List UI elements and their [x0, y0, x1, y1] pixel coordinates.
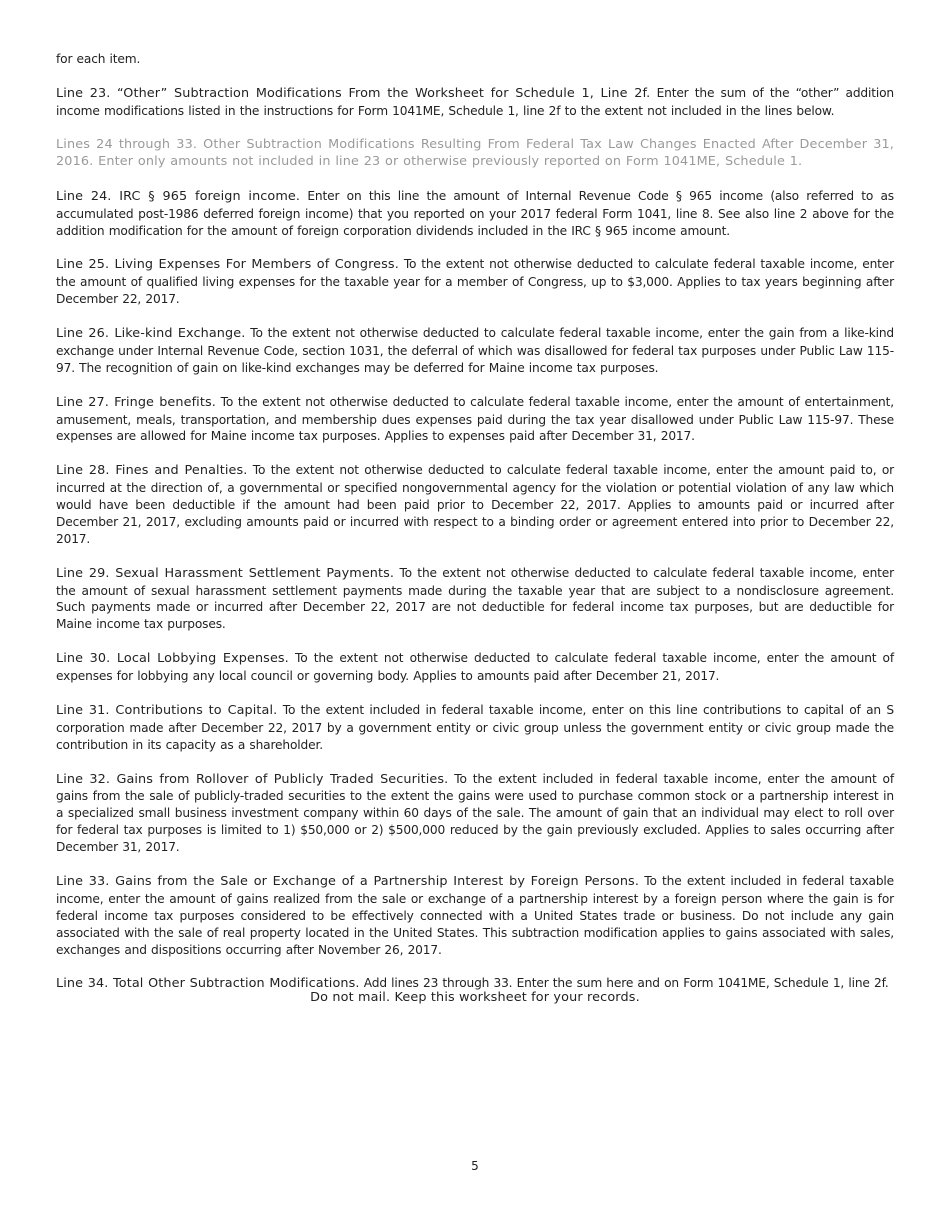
lines-24-33-intro [56, 137, 894, 171]
line-27-entry [56, 394, 894, 446]
line-28-entry [56, 462, 894, 548]
line-33-body: To the extent included in federal taxable income, enter the amount of gains realized from the sale or exchange of a partnership interest by a foreign person where the gain is for federal income tax purposes considered to be effectively connected with a United States trade or business. Do not include any gain associated with the sale of real property located in the United States. This subtraction modification applies to gains associated with sales, exchanges and dispositions occurring after November 26, 2017. [56, 873, 895, 957]
lines-24-33-body: Enter only amounts not included in line 23 or otherwise previously reported on Form 1041ME, Schedule 1. [98, 154, 803, 170]
line-34-heading: Line 34. Total Other Subtraction Modifications. [56, 976, 360, 992]
continuation-text: for each item. [56, 52, 141, 66]
line-26-body: To the extent not otherwise deducted to calculate federal taxable income, enter the gain from a like-kind exchange under Internal Revenue Code, section 1031, the deferral of which was disallowed for federal tax purposes under Public Law 115-97. The recognition of gain on like-kind exchanges may be deferred for Maine income tax purposes. [56, 326, 895, 375]
line-32-entry [56, 771, 894, 857]
line-32-body: To the extent included in federal taxable income, enter the amount of gains from the sale of publicly-traded securities to the extent the gains were used to purchase common stock or a partnership interest in a specialized small business investment company within 60 days of the sale. The amount of gain that an individual may elect to roll over for federal tax purposes is limited to 1) $50,000 or 2) $500,000 reduced by the gain previously excluded. Applies to sales occurring after December 31, 2017. [56, 771, 894, 855]
line-27-heading: Line 27. Fringe benefits. [56, 394, 216, 410]
line-26-heading: Line 26. Like-kind Exchange. [56, 326, 246, 342]
line-30-heading: Line 30. Local Lobbying Expenses. [56, 651, 289, 667]
line-30-body: To the extent not otherwise deducted to calculate federal taxable income, enter the amount of expenses for lobbying any local council or governing body. Applies to amounts paid after December 21, 2017. [56, 651, 894, 684]
lines-24-33-heading: Lines 24 through 33. Other Subtraction Modifications Resulting From Federal Tax Law Changes Enacted After December 31, 2016. [56, 137, 894, 170]
line-31-heading: Line 31. Contributions to Capital. [56, 702, 278, 718]
line-24-heading: Line 24. IRC § 965 foreign income. [56, 188, 301, 204]
line-31-entry [56, 702, 894, 754]
line-28-body: To the extent not otherwise deducted to calculate federal taxable income, enter the amount paid to, or incurred at the direction of, a governmental or specified nongovernmental agency for the violation or potential violation of any law which would have been deductible if the amount had been paid prior to December 22, 2017. Applies to amounts paid or incurred after December 21, 2017, excluding amounts paid or incurred with respect to a binding order or agreement entered into prior to December 22, 2017. [56, 463, 894, 546]
document-body [56, 51, 894, 1010]
line-27-body: To the extent not otherwise deducted to calculate federal taxable income, enter the amount of entertainment, amusement, meals, transportation, and membership dues expenses paid during the tax year disallowed under Public Law 115-97. These expenses are allowed for Maine income tax purposes. Applies to expenses paid after December 31, 2017. [56, 394, 894, 444]
line-24-entry [56, 188, 894, 240]
line-29-heading: Line 29. Sexual Harassment Settlement Payments. [56, 565, 395, 581]
line-33-heading: Line 33. Gains from the Sale or Exchange of a Partnership Interest by Foreign Persons. [56, 873, 639, 889]
line-28-heading: Line 28. Fines and Penalties. [56, 463, 248, 479]
page-number: 5 [471, 1159, 479, 1173]
line-25-entry [56, 256, 894, 308]
line-26-entry [56, 325, 894, 377]
closing-note: Do not mail. Keep this worksheet for your records. [310, 990, 640, 1005]
line-23-entry [56, 85, 894, 120]
line-30-entry [56, 650, 894, 685]
line-31-body: To the extent included in federal taxable income, enter on this line contributions to capital of an S corporation made after December 22, 2017 by a government entity or civic group unless the government entity or civic group made the contribution in its capacity as a shareholder. [56, 702, 894, 752]
line-24-body: Enter on this line the amount of Internal Revenue Code § 965 income (also referred to as accumulated post-1986 deferred foreign income) that you reported on your 2017 federal Form 1041, line 8. See also line 2 above for the addition modification for the amount of foreign corporation dividends included in the IRC § 965 income amount. [56, 188, 894, 238]
line-33-entry [56, 873, 894, 959]
line-29-body: To the extent not otherwise deducted to calculate federal taxable income, enter the amount of sexual harassment settlement payments made during the taxable year that are subject to a nondisclosure agreement. Such payments made or incurred after December 22, 2017 are not deductible for federal income tax purposes, but are deductible for Maine income tax purposes. [56, 565, 894, 632]
line-23-body: Enter the sum of the “other” addition income modifications listed in the instructions for Form 1041ME, Schedule 1, line 2f to the extent not included in the lines below. [56, 86, 894, 119]
line-23-heading: Line 23. “Other” Subtraction Modifications From the Worksheet for Schedule 1, Line 2f. [56, 86, 651, 102]
line-29-entry [56, 565, 894, 634]
line-25-heading: Line 25. Living Expenses For Members of Congress. [56, 257, 399, 273]
line-32-heading: Line 32. Gains from Rollover of Publicly Traded Securities. [56, 771, 449, 787]
line-34-body: Add lines 23 through 33. Enter the sum here and on Form 1041ME, Schedule 1, line 2f. [363, 976, 889, 991]
line-25-body: To the extent not otherwise deducted to calculate federal taxable income, enter the amount of qualified living expenses for the taxable year for a member of Congress, up to $3,000. Applies to tax years beginning after December 22, 2017. [56, 257, 894, 307]
